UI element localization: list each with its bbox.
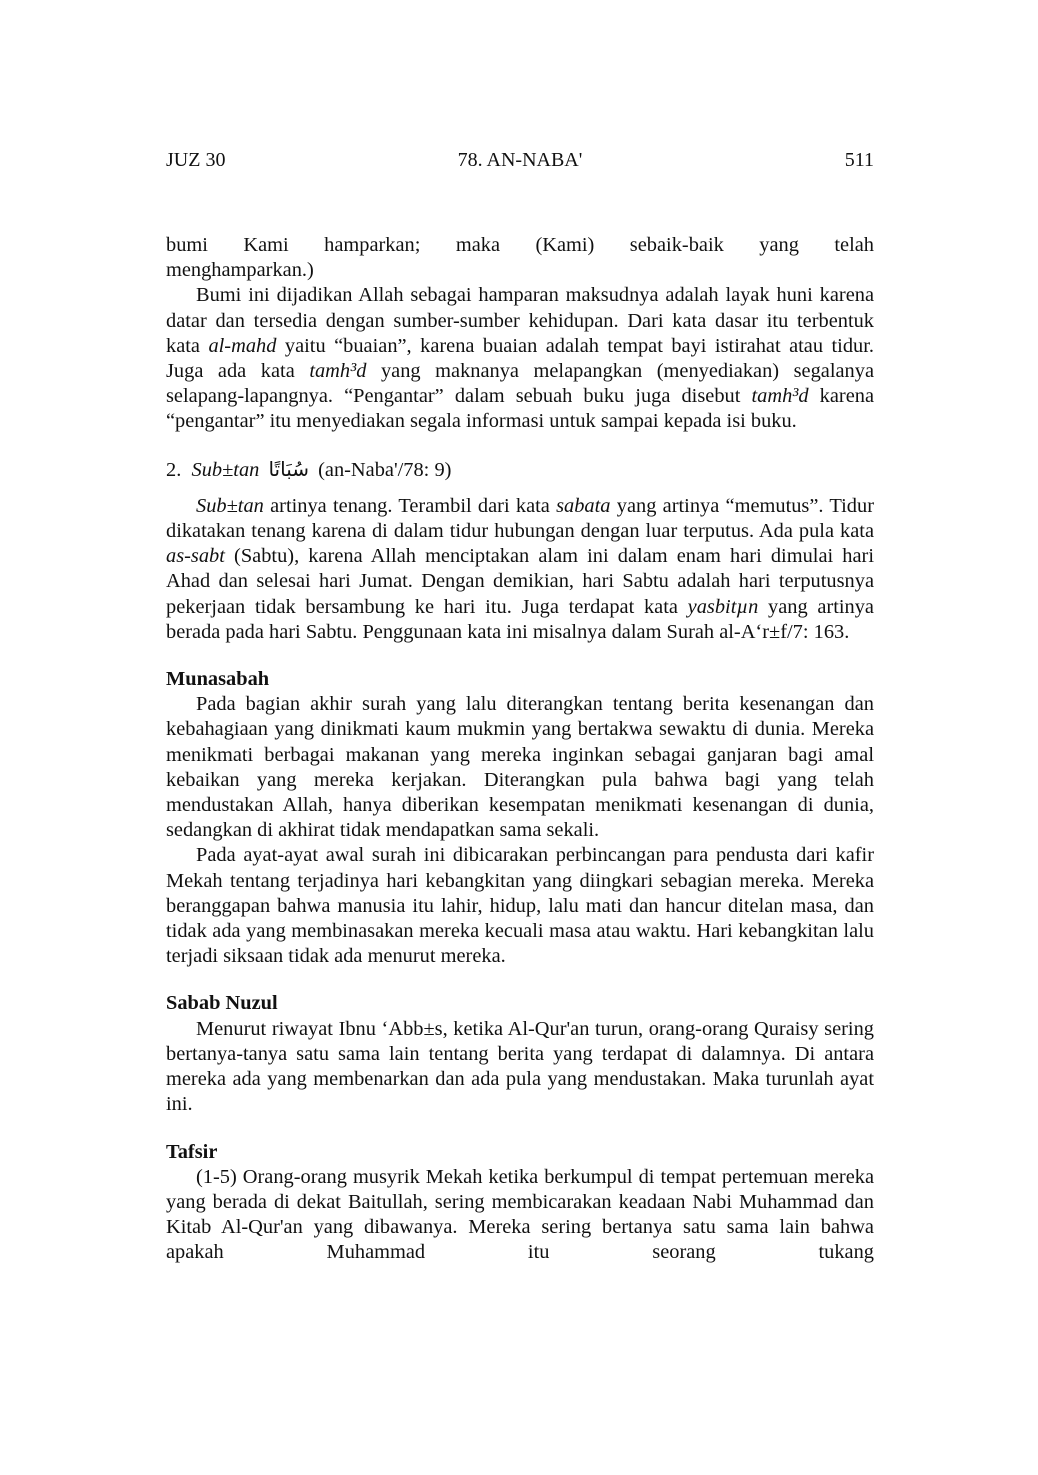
heading-munasabah: Munasabah bbox=[166, 668, 270, 691]
paragraph-bumi: Bumi ini dijadikan Allah sebagai hamparan maksudnya adalah layak huni karena datar dan tersedia dengan sumber-sumber kehidupan. Dari kata dasar itu terbentuk kata al-mahd yaitu “buaian”, karena buaian adalah tempat bayi istirahat atau tidur. Juga ada kata tamh³d yang maknanya melapangkan (menyediakan) segalanya selapang-lapangnya. “Pengantar” dalam sebuah buku juga disebut tamh³d karena “pengantar” itu menyediakan segala informasi untuk sampai kepada isi buku. bbox=[166, 284, 874, 433]
vocab-reference: (an-Naba'/78: 9) bbox=[318, 458, 452, 481]
heading-sabab-nuzul: Sabab Nuzul bbox=[166, 992, 278, 1015]
continued-line-end: menghamparkan.) bbox=[166, 259, 314, 282]
paragraph-munasabah-1: Pada bagian akhir surah yang lalu diterangkan tentang berita kesenangan dan kebahagiaan yang dinikmati kaum mukmin yang bertakwa sewaktu di dunia. Mereka menikmati berbagai makanan yang mereka inginkan sebagai ganjaran bagi amal kebaikan yang mereka kerjakan. Diterangkan pula bahwa bagi yang telah mendustakan Allah, hanya diberikan kesempatan menikmati kesenangan di dunia, sedangkan di akhirat tidak mendapatkan sama sekali. bbox=[166, 693, 874, 842]
term-al-mahd: al-mahd bbox=[208, 334, 277, 357]
term-tamhid: tamh³d bbox=[309, 360, 367, 383]
arabic-word: سُبَاتًا bbox=[268, 456, 309, 481]
page-number: 511 bbox=[844, 149, 874, 171]
vocab-word: Sub±tan bbox=[191, 458, 260, 481]
continued-line: bumi Kami hamparkan; maka (Kami) sebaik-baik yang telah bbox=[166, 234, 874, 256]
paragraph-tafsir: (1-5) Orang-orang musyrik Mekah ketika berkumpul di tempat pertemuan mereka yang berada di dekat Baitullah, sering membicarakan keadaan Nabi Muhammad dan Kitab Al-Qur'an yang dibawanya. Mereka sering bertanya satu sama lain bahwa apakah Muhammad itu seorang tukang bbox=[166, 1165, 874, 1264]
paragraph-sabab-nuzul: Menurut riwayat Ibnu ‘Abb±s, ketika Al-Qur'an turun, orang-orang Quraisy sering bertanya-tanya satu sama lain tentang berita yang terdapat di dalamnya. Di antara mereka ada yang membenarkan dan ada pula yang mendustakan. Maka turunlah ayat ini. bbox=[166, 1017, 874, 1116]
paragraph-subatan: Sub±tan artinya tenang. Terambil dari kata sabata yang artinya “memutus”. Tidur dikatakan tenang karena di dalam tidur hubungan dengan luar terputus. Ada pula kata as-sabt (Sabtu), karena Allah menciptakan alam ini dalam enam hari dimulai hari Ahad dan selesai hari Jumat. Dengan demikian, hari Sabtu adalah hari terputusnya pekerjaan tidak bersambung ke hari itu. Juga terdapat kata yasbitµn yang artinya berada pada hari Sabtu. Penggunaan kata ini misalnya dalam Surah al-A‘r±f/7: 163. bbox=[166, 494, 874, 643]
juz-label: JUZ 30 bbox=[166, 149, 226, 171]
vocab-entry-2 bbox=[166, 457, 874, 483]
heading-tafsir: Tafsir bbox=[166, 1140, 218, 1163]
page-body bbox=[166, 233, 874, 1266]
paragraph-munasabah-2: Pada ayat-ayat awal surah ini dibicarakan perbincangan para pendusta dari kafir Mekah tentang terjadinya hari kebangkitan yang diingkari sebagian mereka. Mereka beranggapan bahwa manusia itu lahir, hidup, lalu mati dan hancur ditelan masa, dan tidak ada yang membinasakan mereka kecuali masa atau waktu. Hari kebangkitan lalu terjadi siksaan tidak ada menurut mereka. bbox=[166, 844, 874, 968]
running-header bbox=[166, 146, 874, 174]
term-tamhid-2: tamh³d bbox=[751, 385, 809, 408]
surah-title: 78. AN-NABA' bbox=[457, 149, 583, 171]
vocab-number: 2. bbox=[166, 458, 182, 481]
